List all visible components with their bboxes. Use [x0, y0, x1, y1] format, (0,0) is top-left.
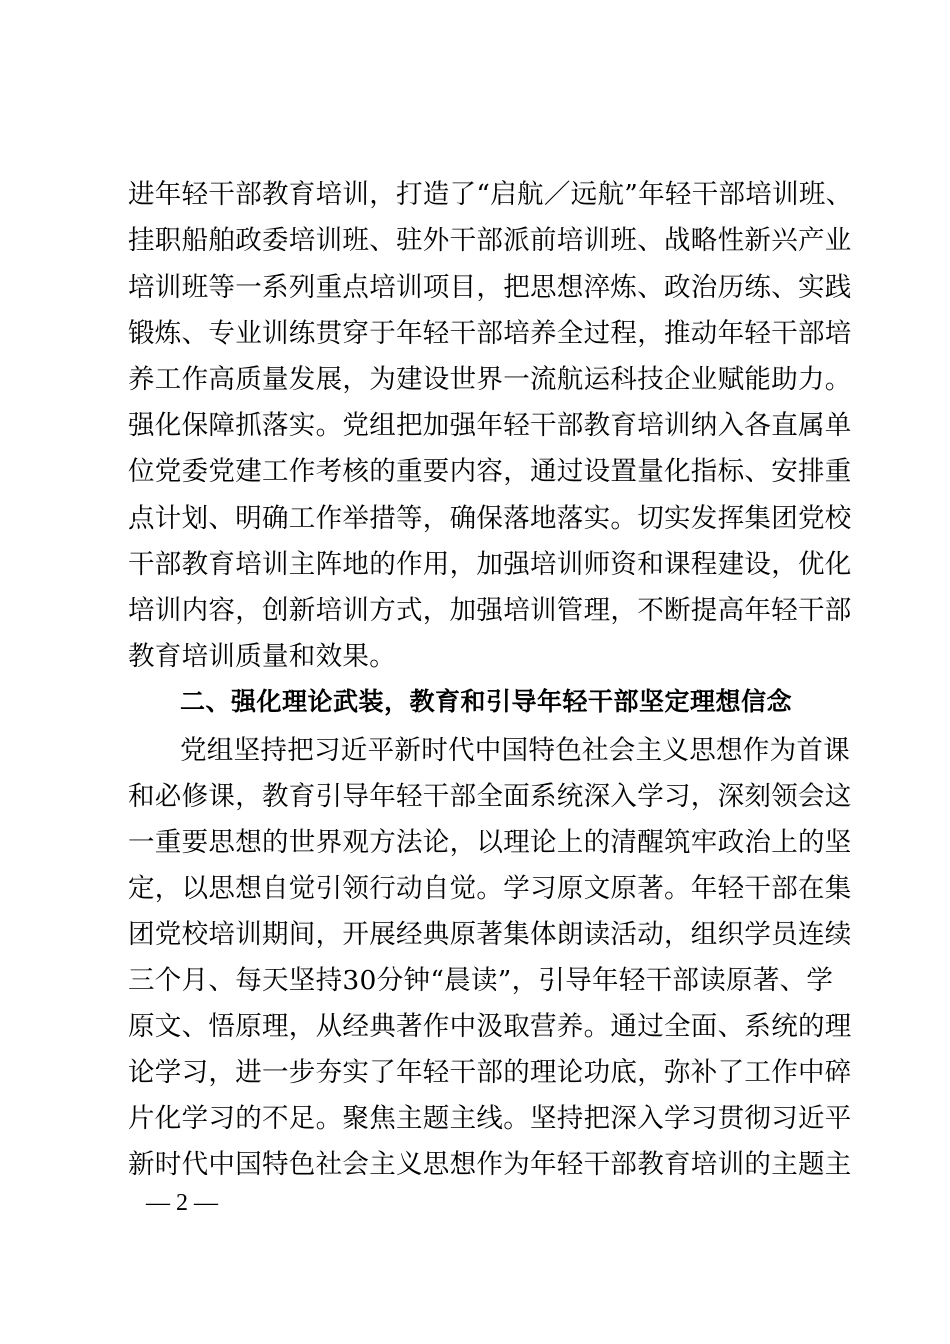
- body-line: 位党委党建工作考核的重要内容，通过设置量化指标、安排重: [128, 456, 852, 487]
- body-line: 一重要思想的世界观方法论，以理论上的清醒筑牢政治上的坚: [128, 827, 852, 858]
- body-line: 和必修课，教育引导年轻干部全面系统深入学习，深刻领会这: [128, 781, 852, 812]
- body-line: 三个月、每天坚持30分钟“晨读”，引导年轻干部读原著、学: [128, 965, 834, 996]
- body-line: 培训内容，创新培训方式，加强培训管理，不断提高年轻干部: [128, 595, 852, 626]
- body-line: 新时代中国特色社会主义思想作为年轻干部教育培训的主题主: [128, 1149, 852, 1180]
- body-line: 挂职船舶政委培训班、驻外干部派前培训班、战略性新兴产业: [128, 225, 852, 256]
- body-line: 片化学习的不足。聚焦主题主线。坚持把深入学习贯彻习近平: [128, 1103, 852, 1134]
- body-line: 论学习，进一步夯实了年轻干部的理论功底，弥补了工作中碎: [128, 1057, 852, 1088]
- body-line: 强化保障抓落实。党组把加强年轻干部教育培训纳入各直属单: [128, 410, 852, 441]
- body-line: 锻炼、专业训练贯穿于年轻干部培养全过程，推动年轻干部培: [128, 318, 852, 349]
- body-line: 点计划、明确工作举措等，确保落地落实。切实发挥集团党校: [128, 503, 852, 534]
- body-line: 教育培训质量和效果。: [128, 641, 396, 672]
- body-line: 培训班等一系列重点培训项目，把思想淬炼、政治历练、实践: [128, 272, 852, 303]
- body-line: 定，以思想自觉引领行动自觉。学习原文原著。年轻干部在集: [128, 873, 852, 904]
- section-heading: 二、强化理论武装，教育和引导年轻干部坚定理想信念: [180, 687, 793, 716]
- body-line: 进年轻干部教育培训，打造了“启航／远航”年轻干部培训班、: [128, 179, 853, 210]
- page-number: — 2 —: [146, 1190, 218, 1216]
- body-line: 养工作高质量发展，为建设世界一流航运科技企业赋能助力。: [128, 364, 852, 395]
- body-line: 干部教育培训主阵地的作用，加强培训师资和课程建设，优化: [128, 549, 852, 580]
- body-line: 原文、悟原理，从经典著作中汲取营养。通过全面、系统的理: [128, 1011, 852, 1042]
- body-line: 团党校培训期间，开展经典原著集体朗读活动，组织学员连续: [128, 919, 852, 950]
- body-line: 党组坚持把习近平新时代中国特色社会主义思想作为首课: [180, 735, 850, 766]
